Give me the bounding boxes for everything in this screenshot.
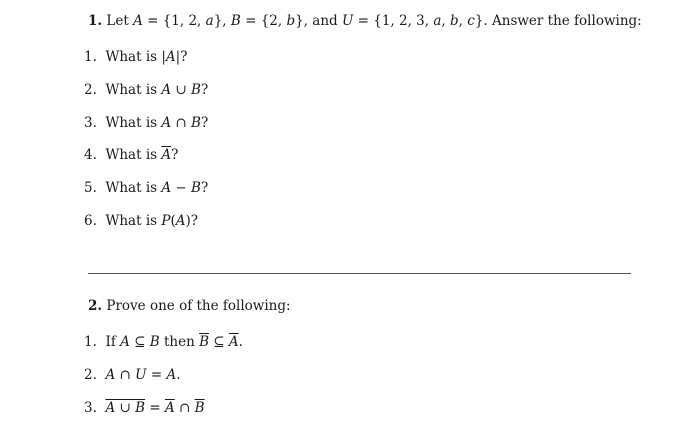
section-divider [88,273,631,274]
complement-A-union-B: A ∪ B [105,400,146,416]
problem-1-item-6: 6. What is P(A)? [84,213,198,229]
problem-2-prompt: 2. Prove one of the following: [88,298,291,314]
problem-1-item-3: 3. What is A ∩ B? [84,115,209,131]
problem-1-item-4: 4. What is $\overline{A}$? [84,147,179,163]
problem-1-prompt: 1. Let A = {1, 2, a}, B = {2, b}, and U = {1, 2, 3, a, b, c}. Answer the following: [88,13,642,29]
problem-2-item-3: 3. A ∪ $B = \overline{A}$ ∩ $\overline{B}$ [84,400,205,416]
problem-1-item-1: 1. What is |A|? [84,49,188,65]
problem-2-number: 2. [88,298,103,314]
complement-A: $\overline{A}$ [228,334,239,350]
problem-2-item-2: 2. A ∩ U = A. [84,367,181,383]
complement-A: $\overline{A}$ [164,400,175,416]
problem-2-item-1: 1. If A ⊆ B then $\overline{B}$ ⊆ $\overline{A}$. [84,334,243,350]
complement-B: $\overline{B}$ [199,334,209,350]
problem-1-item-5: 5. What is A − B? [84,180,209,196]
complement-A: $\overline{A}$ [161,147,172,163]
problem-1-item-2: 2. What is A ∪ B? [84,82,209,98]
complement-B: $\overline{B}$ [194,400,205,416]
problem-1-number: 1. [88,13,103,29]
